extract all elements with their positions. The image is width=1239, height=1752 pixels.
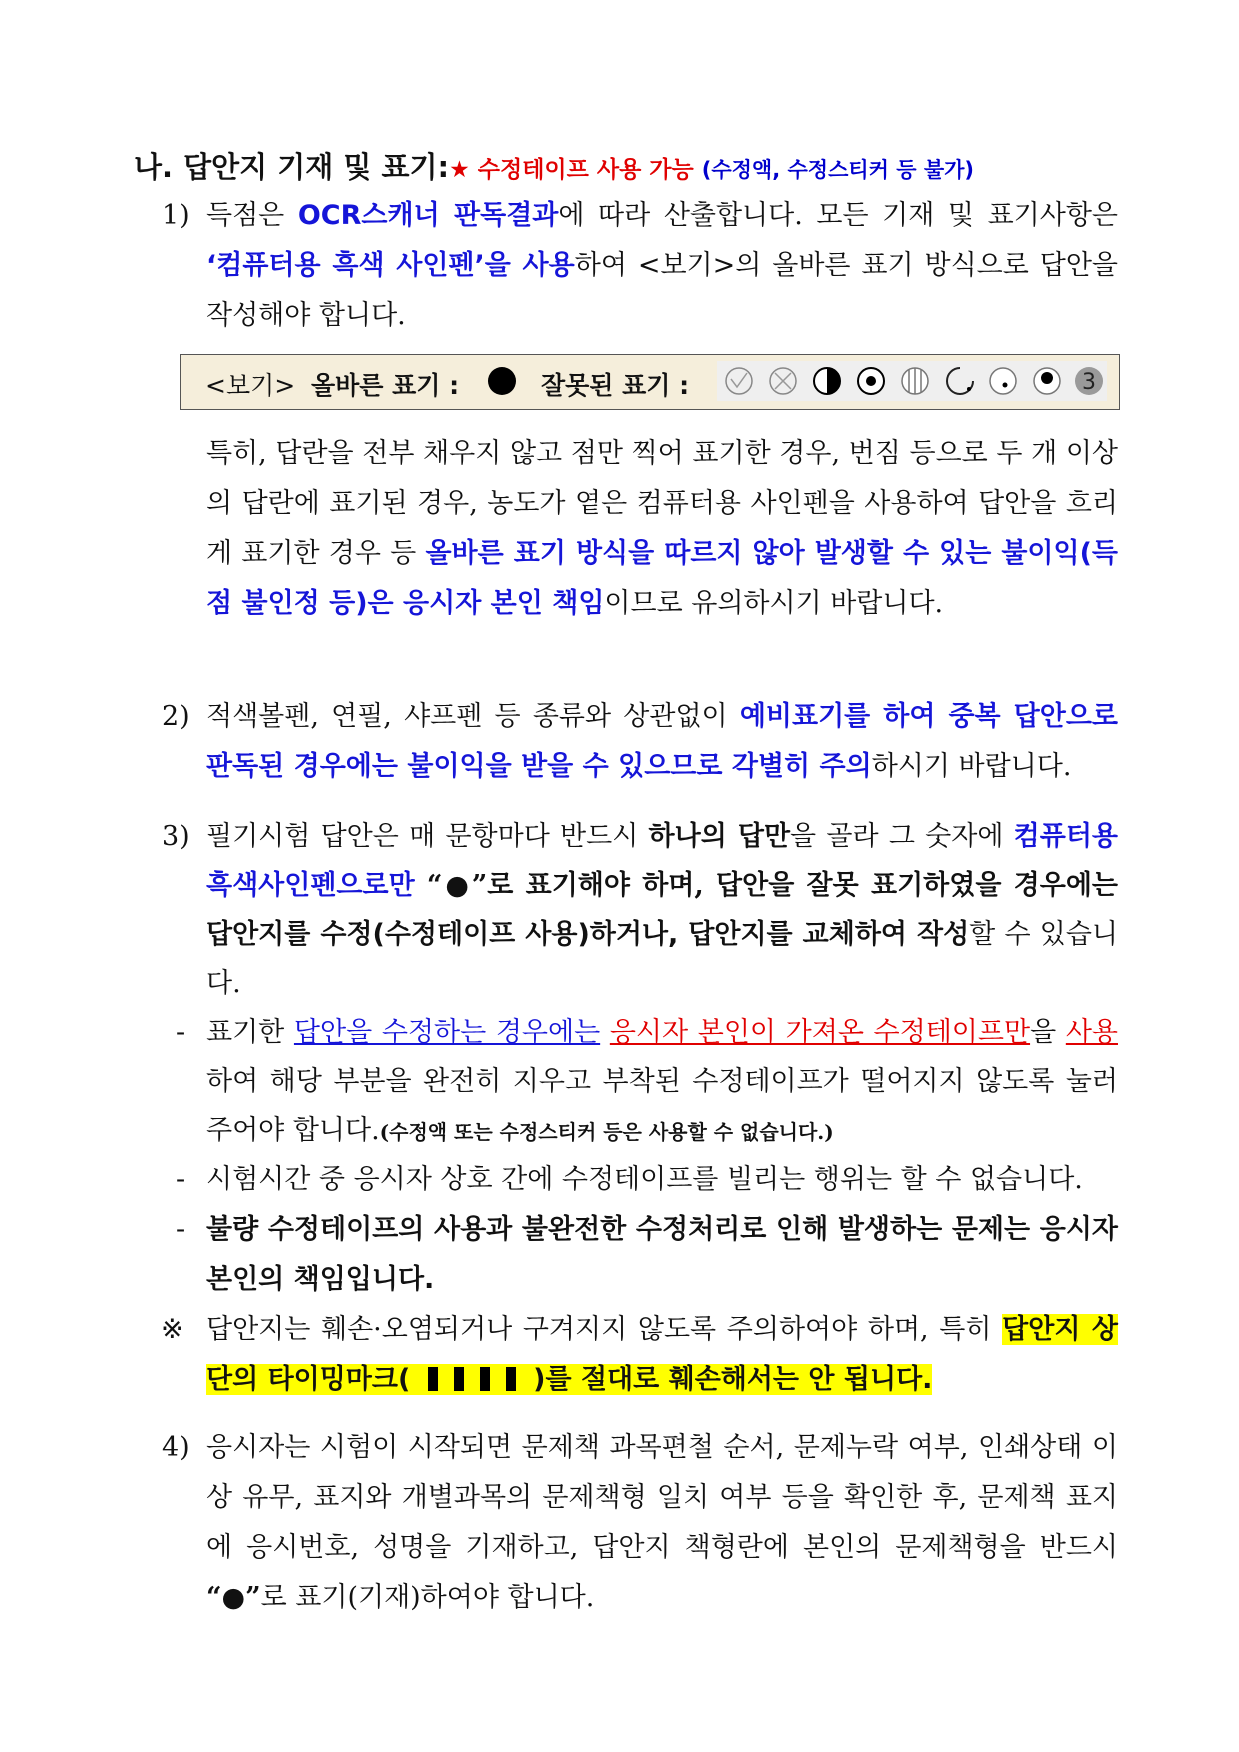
item-3-number: 3) (162, 821, 190, 852)
use-underline: 사용 (1065, 1017, 1118, 1048)
example-box (180, 354, 1120, 410)
own-tape-underline: 응시자 본인이 가져온 수정테이프만 (609, 1017, 1031, 1048)
timing-mark-highlight: 답안지 상단의 타이밍마크( )를 절대로 훼손해서는 안 됩니다. (206, 1314, 1118, 1395)
bullet-3-text: 불량 수정테이프의 사용과 불완전한 수정처리로 인해 발생하는 문제는 응시자 본인의 책임입니다. (206, 1214, 1118, 1295)
timing-mark-icon (480, 1367, 490, 1391)
filled-circle-icon (488, 367, 516, 395)
bullet-2-text: 시험시간 중 응시자 상호 간에 수정테이프를 빌리는 행위는 할 수 없습니다. (206, 1164, 1083, 1195)
reference-text: 답안지는 훼손·오염되거나 구겨지지 않도록 주의하여야 하며, 특히 답안지 상단의 타이밍마크( )를 절대로 훼손해서는 안 됩니다. (206, 1314, 1118, 1395)
example-label: <보기> (205, 371, 296, 400)
responsibility-highlight: 올바른 표기 방식을 따르지 않아 발생할 수 있는 불이익(득점 불인정 등)은 응시자 본인 책임 (206, 538, 1118, 619)
heading-paren-note: (수정액, 수정스티커 등 불가) (701, 158, 975, 182)
item-1-continuation: 특히, 답란을 전부 채우지 않고 점만 찍어 표기한 경우, 번짐 등으로 두 개 이상의 답란에 표기된 경우, 농도가 옅은 컴퓨터용 사인펜을 사용하여 답안을 흐리게 표기한 경우 등 올바른 표기 방식을 따르지 않아 발생할 수 있는 불이익(득점 불인정 등)은 응시자 본인 책임이므로 유의하시기 바랍니다. (206, 438, 1118, 619)
item-2-number: 2) (162, 701, 190, 732)
correct-mark-label: 올바른 표기 : (311, 371, 460, 400)
no-liquid-note: (수정액 또는 수정스티커 등은 사용할 수 없습니다.) (379, 1120, 834, 1144)
item-1-number: 1) (162, 200, 190, 231)
item-3-text: 필기시험 답안은 매 문항마다 반드시 하나의 답만을 골라 그 숫자에 컴퓨터용 흑색사인펜으로만 “●”로 표기해야 하며, 답안을 잘못 표기하였을 경우에는 답안지를 수정(수정테이프 사용)하거나, 답안지를 교체하여 작성할 수 있습니다. (206, 821, 1118, 999)
timing-mark-icon (506, 1367, 516, 1391)
heading-note: 수정테이프 사용 가능 (469, 157, 702, 183)
wrong-marks-strip (717, 361, 1107, 401)
item-4-number: 4) (162, 1432, 190, 1463)
one-answer-emphasis: 하나의 답만 (648, 821, 791, 852)
duplicate-warning-highlight: 예비표기를 하여 중복 답안으로 판독된 경우에는 불이익을 받을 수 있으므로 각별히 주의 (206, 701, 1118, 782)
reference-mark: ※ (161, 1314, 184, 1345)
ocr-highlight: OCR스캐너 판독결과 (297, 200, 559, 231)
correction-case-underline: 답안을 수정하는 경우에는 (293, 1017, 601, 1048)
heading-title: 나. 답안지 기재 및 표기: (134, 150, 450, 184)
item-1-text: 득점은 OCR스캐너 판독결과에 따라 산출합니다. 모든 기재 및 표기사항은 ‘컴퓨터용 흑색 사인펜’을 사용하여 <보기>의 올바른 표기 방식으로 답안을 작성해야 합니다. (206, 200, 1118, 331)
bullet-1-dash: - (176, 1017, 186, 1048)
bullet-1-text: 표기한 답안을 수정하는 경우에는 응시자 본인이 가져온 수정테이프만을 사용하여 해당 부분을 완전히 지우고 부착된 수정테이프가 떨어지지 않도록 눌러 주어야 합니다.(수정액 또는 수정스티커 등은 사용할 수 없습니다.) (206, 1017, 1118, 1146)
timing-mark-icon (428, 1367, 438, 1391)
star-icon: ★ (449, 157, 470, 183)
pen-only-highlight: 컴퓨터용 흑색사인펜으로만 (206, 821, 1118, 901)
correction-emphasis: 답안을 잘못 표기하였을 경우에는 답안지를 수정(수정테이프 사용)하거나, 답안지를 교체하여 작성 (206, 870, 1118, 950)
pen-highlight: ‘컴퓨터용 흑색 사인펜’을 사용 (206, 250, 575, 281)
wrong-mark-label: 잘못된 표기 : (541, 371, 690, 400)
section-heading (134, 147, 974, 190)
timing-mark-icon (454, 1367, 464, 1391)
bullet-2-dash: - (176, 1164, 186, 1195)
item-2-text: 적색볼펜, 연필, 샤프펜 등 종류와 상관없이 예비표기를 하여 중복 답안으로 판독된 경우에는 불이익을 받을 수 있으므로 각별히 주의하시기 바랍니다. (206, 701, 1118, 782)
item-4-text: 응시자는 시험이 시작되면 문제책 과목편철 순서, 문제누락 여부, 인쇄상태 이상 유무, 표지와 개별과목의 문제책형 일치 여부 등을 확인한 후, 문제책 표지에 응시번호, 성명을 기재하고, 답안지 책형란에 본인의 문제책형을 반드시 “●”로 표기(기재)하여야 합니다. (206, 1432, 1118, 1613)
wrong-mark-digit: 3 (1082, 370, 1096, 395)
wrong-marks-icons (717, 361, 1107, 401)
bullet-3-dash: - (176, 1214, 186, 1245)
